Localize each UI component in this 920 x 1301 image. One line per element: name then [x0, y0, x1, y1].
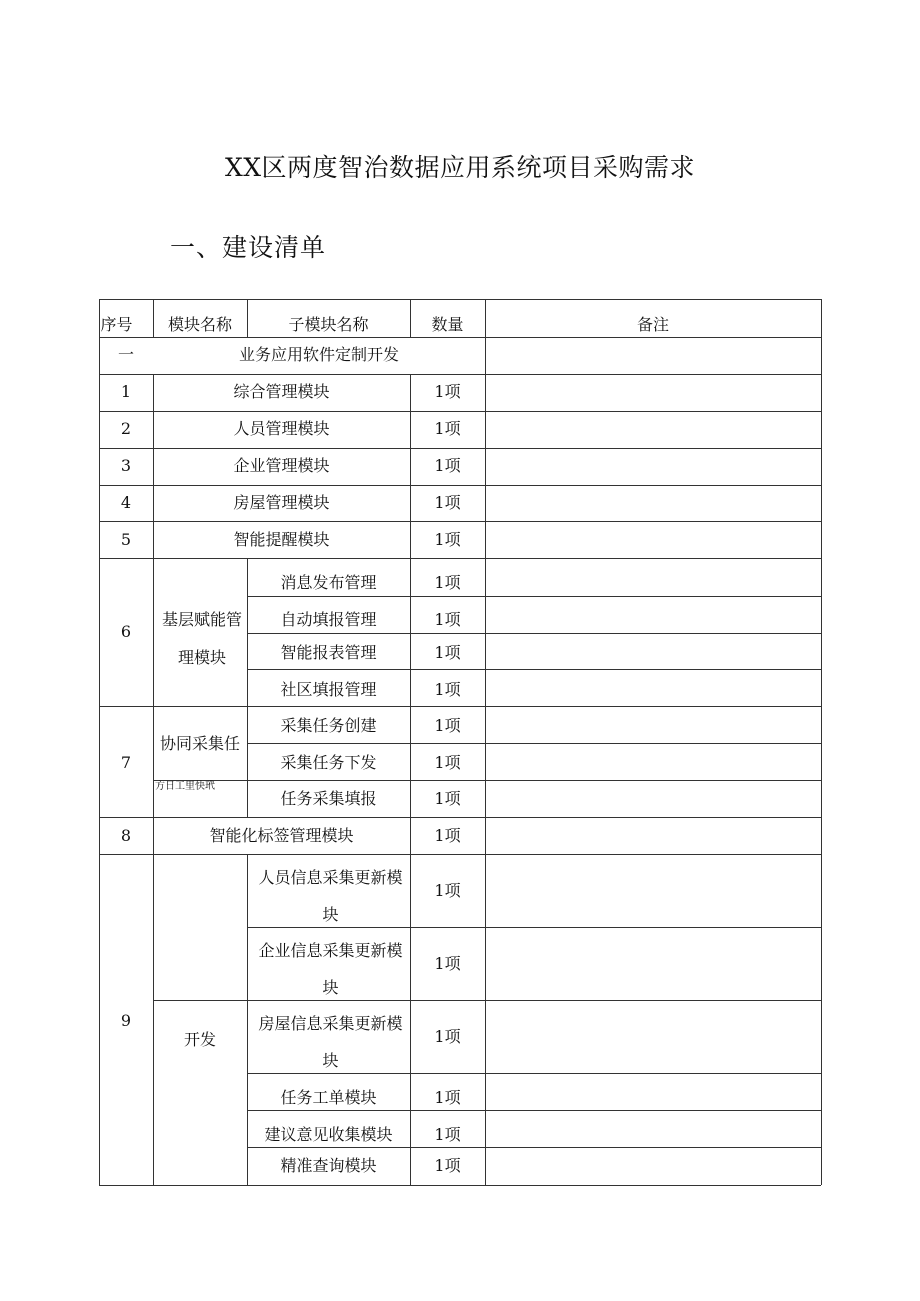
column-divider: [485, 299, 486, 1185]
procurement-table: [99, 299, 821, 1185]
group-name: 业务应用软件定制开发: [238, 345, 399, 364]
row-module-note: 方日工里快玳: [155, 781, 215, 792]
row-quantity: 1项: [434, 680, 461, 699]
row-index: 3: [120, 456, 132, 475]
group-index: 一: [117, 345, 134, 364]
section-heading: 一、建设清单: [170, 233, 327, 262]
row-divider: [247, 633, 821, 634]
row-module-name: 开发: [183, 1030, 216, 1049]
table-border-bottom: [99, 1185, 821, 1186]
row-divider: [99, 558, 821, 559]
row-index: 8: [120, 826, 132, 845]
table-border-right: [821, 299, 822, 1185]
row-index: 2: [120, 419, 132, 438]
row-quantity: 1项: [434, 382, 461, 401]
row-quantity: 1项: [434, 716, 461, 735]
submodule-name: 人员信息采集更新模块: [258, 868, 403, 924]
row-module-name: 综合管理模块: [233, 382, 330, 401]
row-divider: [99, 448, 821, 449]
row-quantity: 1项: [434, 789, 461, 808]
row-quantity: 1项: [434, 1027, 461, 1046]
row-divider: [247, 1110, 821, 1111]
row-quantity: 1项: [434, 573, 461, 592]
row-index: 1: [120, 382, 132, 401]
submodule-name: 自动填报管理: [280, 610, 377, 629]
row-quantity: 1项: [434, 826, 461, 845]
row-index: 9: [120, 1011, 132, 1030]
row-divider: [99, 374, 821, 375]
row-quantity: 1项: [434, 1088, 461, 1107]
row-quantity: 1项: [434, 1156, 461, 1175]
row-divider: [99, 521, 821, 522]
submodule-name: 房屋信息采集更新模块: [258, 1014, 403, 1070]
row-module-name: 房屋管理模块: [233, 493, 330, 512]
row-module-name: 企业管理模块: [233, 456, 330, 475]
submodule-name: 精准查询模块: [280, 1156, 377, 1175]
row-divider: [99, 337, 821, 338]
row-divider: [99, 817, 821, 818]
row-quantity: 1项: [434, 881, 461, 900]
row-divider: [153, 780, 821, 781]
submodule-name: 采集任务创建: [280, 716, 377, 735]
row-divider: [99, 485, 821, 486]
row-quantity: 1项: [434, 643, 461, 662]
row-divider: [99, 411, 821, 412]
row-index: 7: [120, 753, 132, 772]
submodule-name: 企业信息采集更新模块: [258, 941, 403, 997]
submodule-name: 社区填报管理: [280, 680, 377, 699]
row-index: 6: [120, 622, 132, 641]
row-divider: [247, 596, 821, 597]
row-divider: [99, 706, 821, 707]
header-submodule: 子模块名称: [288, 315, 369, 334]
row-index: 5: [120, 530, 132, 549]
row-divider: [247, 1147, 821, 1148]
header-remark: 备注: [636, 315, 669, 334]
row-index: 4: [120, 493, 132, 512]
row-quantity: 1项: [434, 1125, 461, 1144]
row-quantity: 1项: [434, 419, 461, 438]
header-index: 序号: [100, 315, 133, 334]
row-quantity: 1项: [434, 753, 461, 772]
submodule-name: 采集任务下发: [280, 753, 377, 772]
row-module-name: 智能提醒模块: [233, 530, 330, 549]
submodule-name: 智能报表管理: [280, 643, 377, 662]
row-divider: [99, 854, 821, 855]
row-quantity: 1项: [434, 493, 461, 512]
row-quantity: 1项: [434, 610, 461, 629]
submodule-name: 建议意见收集模块: [264, 1125, 393, 1144]
row-module-name: 基层赋能管理模块: [161, 610, 242, 667]
row-quantity: 1项: [434, 954, 461, 973]
row-module-name: 人员管理模块: [233, 419, 330, 438]
row-divider: [247, 669, 821, 670]
table-border-top: [99, 299, 821, 300]
document-title: XX区两度智治数据应用系统项目采购需求: [224, 153, 696, 182]
row-divider: [247, 743, 821, 744]
header-quantity: 数量: [431, 315, 464, 334]
row-quantity: 1项: [434, 456, 461, 475]
header-module: 模块名称: [167, 315, 232, 334]
submodule-name: 消息发布管理: [280, 573, 377, 592]
row-module-name: 智能化标签管理模块: [209, 826, 354, 845]
submodule-name: 任务采集填报: [280, 789, 377, 808]
submodule-name: 任务工单模块: [280, 1088, 377, 1107]
row-module-name: 协同采集任: [159, 734, 240, 753]
row-quantity: 1项: [434, 530, 461, 549]
